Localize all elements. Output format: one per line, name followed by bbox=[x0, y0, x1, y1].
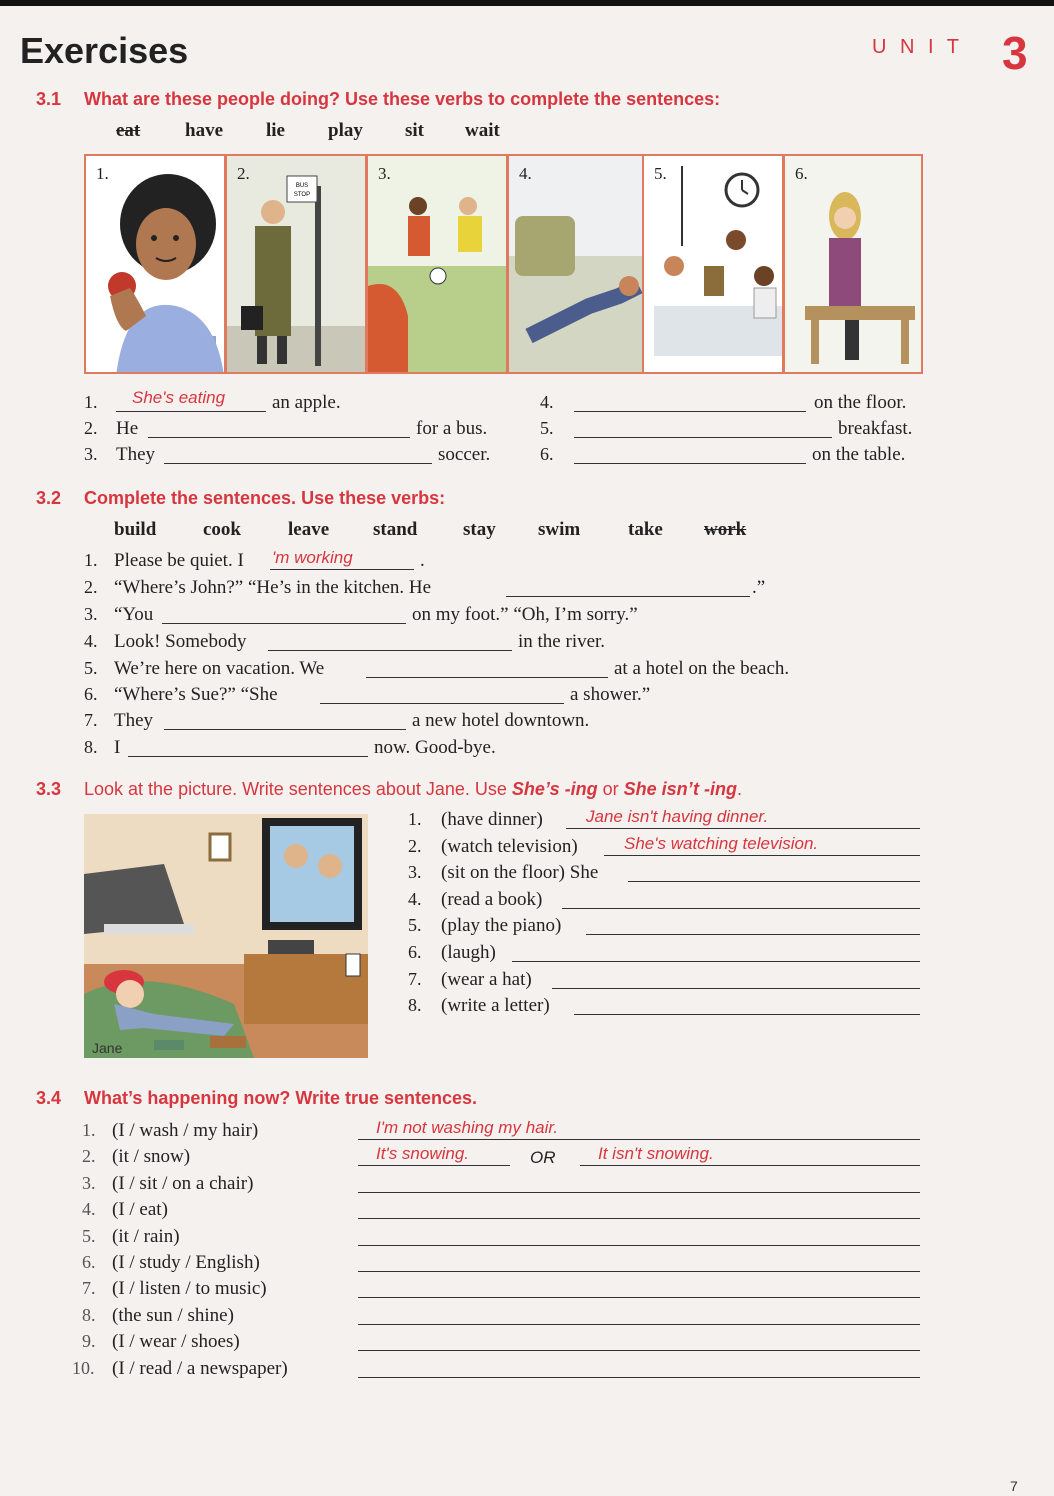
exercise-title: Look at the picture. Write sentences about Jane. Use She’s -ing or She isn’t -ing. bbox=[84, 779, 742, 799]
answer-line[interactable] bbox=[562, 908, 920, 909]
sentence-start: Look! Somebody bbox=[114, 631, 247, 652]
jane-room-illustration bbox=[84, 814, 368, 1058]
bus-stop-sign-text: BUS bbox=[295, 183, 309, 189]
verb-item: play bbox=[328, 120, 363, 141]
exercise-title: Complete the sentences. Use these verbs: bbox=[84, 488, 446, 508]
item-number: 8. bbox=[82, 1304, 96, 1325]
family-having-breakfast-illustration bbox=[644, 156, 784, 374]
prompt-text: (I / listen / to music) bbox=[112, 1278, 267, 1300]
verb-item: work bbox=[704, 519, 747, 540]
sentence-end: for a bus. bbox=[416, 418, 488, 439]
item-number: 3. bbox=[84, 604, 98, 624]
woman-eating-apple-illustration bbox=[86, 156, 226, 374]
item-number: 6. bbox=[408, 942, 422, 962]
sentence-start: Please be quiet. I bbox=[114, 550, 244, 571]
exercise-number: 3.2 bbox=[36, 488, 62, 508]
answer-line[interactable] bbox=[628, 881, 920, 882]
answer-line[interactable] bbox=[116, 411, 266, 412]
item-number: 2. bbox=[84, 418, 98, 438]
answer-line[interactable] bbox=[586, 934, 920, 935]
exercise-number: 3.3 bbox=[36, 779, 62, 799]
sentence-start: We’re here on vacation. We bbox=[114, 658, 325, 679]
prompt-text: (read a book) bbox=[441, 888, 543, 910]
sentence-start: “Where’s Sue?” “She bbox=[114, 684, 278, 705]
sentence-end: .” bbox=[752, 577, 766, 598]
handwritten-answer: 'm working bbox=[272, 548, 353, 567]
panel-number: 3. bbox=[378, 164, 391, 183]
sentence-start: They bbox=[114, 710, 154, 731]
item-number: 8. bbox=[408, 995, 422, 1016]
handwritten-answer: Jane isn't having dinner. bbox=[586, 807, 769, 826]
answer-line[interactable] bbox=[270, 569, 414, 570]
answer-line[interactable] bbox=[366, 677, 608, 678]
sentence-end: breakfast. bbox=[838, 418, 913, 439]
handwritten-answer: I'm not washing my hair. bbox=[376, 1118, 559, 1137]
answer-line[interactable] bbox=[358, 1350, 920, 1351]
item-number: 2. bbox=[82, 1146, 96, 1167]
item-number: 3. bbox=[84, 444, 98, 464]
or-label: OR bbox=[530, 1148, 556, 1168]
picture-panel bbox=[642, 154, 784, 374]
verb-item: stand bbox=[373, 519, 418, 540]
item-number: 5. bbox=[84, 658, 98, 678]
item-number: 7. bbox=[82, 1278, 96, 1299]
item-number: 8. bbox=[84, 737, 98, 757]
handwritten-answer: She's watching television. bbox=[624, 833, 819, 853]
answer-line[interactable] bbox=[162, 623, 406, 624]
panel-number: 6. bbox=[795, 164, 808, 183]
man-waiting-bus-illustration bbox=[227, 156, 367, 374]
answer-line[interactable] bbox=[358, 1218, 920, 1219]
sentence-end: on the table. bbox=[812, 444, 906, 465]
exercise-title: What’s happening now? Write true sentences. bbox=[84, 1088, 478, 1108]
answer-line[interactable] bbox=[604, 855, 920, 856]
prompt-text: (sit on the floor) She bbox=[441, 862, 599, 884]
prompt-text: (I / read / a newspaper) bbox=[112, 1357, 288, 1379]
panel-number: 2. bbox=[237, 164, 250, 183]
sentence-end: at a hotel on the beach. bbox=[614, 658, 790, 679]
answer-line[interactable] bbox=[512, 961, 920, 962]
item-number: 4. bbox=[540, 392, 554, 412]
boys-playing-soccer-illustration bbox=[368, 156, 508, 374]
answer-line[interactable] bbox=[148, 437, 410, 438]
answer-line[interactable] bbox=[566, 828, 920, 829]
item-number: 1. bbox=[84, 392, 98, 412]
prompt-text: (have dinner) bbox=[441, 809, 543, 830]
jane-label: Jane bbox=[92, 1040, 123, 1056]
item-number: 4. bbox=[84, 631, 98, 651]
sentence-end: soccer. bbox=[438, 444, 491, 465]
verb-item: eat bbox=[116, 120, 141, 141]
answer-line[interactable] bbox=[580, 1165, 920, 1166]
sentence-start: I bbox=[114, 737, 121, 758]
item-number: 5. bbox=[82, 1225, 96, 1246]
verb-item: lie bbox=[266, 120, 285, 141]
unit-number: 3 bbox=[1002, 27, 1028, 79]
exercise-number: 3.1 bbox=[36, 89, 62, 109]
prompt-text: (I / wash / my hair) bbox=[112, 1120, 259, 1141]
verb-item: build bbox=[114, 519, 157, 540]
item-number: 7. bbox=[408, 968, 422, 989]
verb-item: stay bbox=[463, 519, 496, 540]
answer-line[interactable] bbox=[358, 1139, 920, 1140]
page-title: Exercises bbox=[20, 30, 189, 71]
answer-line[interactable] bbox=[574, 463, 806, 464]
verb-item: swim bbox=[538, 519, 581, 540]
answer-line[interactable] bbox=[358, 1324, 920, 1325]
unit-label: U N I T bbox=[872, 36, 963, 58]
answer-line[interactable] bbox=[320, 703, 564, 704]
item-number: 6. bbox=[82, 1252, 96, 1272]
sentence-end: an apple. bbox=[272, 392, 341, 413]
prompt-text: (write a letter) bbox=[441, 995, 550, 1017]
verb-item: leave bbox=[288, 519, 330, 540]
prompt-text: (I / eat) bbox=[112, 1199, 168, 1221]
sentence-end: a shower.” bbox=[570, 684, 651, 705]
verb-item: take bbox=[628, 519, 663, 540]
answer-line[interactable] bbox=[358, 1297, 920, 1298]
sentence-end: in the river. bbox=[518, 631, 606, 652]
prompt-text: (the sun / shine) bbox=[112, 1304, 234, 1326]
panel-number: 1. bbox=[96, 164, 109, 183]
prompt-text: (it / rain) bbox=[112, 1225, 180, 1247]
answer-line[interactable] bbox=[358, 1165, 510, 1166]
picture-panel bbox=[783, 154, 923, 374]
prompt-text: (laugh) bbox=[441, 942, 496, 963]
picture-panel bbox=[507, 154, 649, 374]
item-number: 3. bbox=[82, 1172, 96, 1193]
exercise-title: What are these people doing? Use these verbs to complete the sentences: bbox=[84, 89, 721, 109]
item-number: 5. bbox=[540, 418, 554, 438]
page-number: 7 bbox=[1010, 1478, 1018, 1494]
picture-panel bbox=[225, 154, 367, 374]
verb-item: sit bbox=[405, 120, 424, 141]
prompt-text: (I / wear / shoes) bbox=[112, 1331, 240, 1353]
item-number: 2. bbox=[408, 835, 422, 856]
item-number: 5. bbox=[408, 915, 422, 936]
panel-number: 4. bbox=[519, 164, 532, 183]
picture-panel bbox=[366, 154, 508, 374]
top-edge bbox=[0, 0, 1054, 6]
answer-line[interactable] bbox=[128, 756, 368, 757]
answer-line[interactable] bbox=[574, 437, 832, 438]
sentence-end: a new hotel downtown. bbox=[412, 710, 590, 731]
answer-line[interactable] bbox=[164, 463, 432, 464]
answer-line[interactable] bbox=[552, 988, 920, 989]
prompt-text: (it / snow) bbox=[112, 1146, 191, 1168]
handwritten-answer: It's snowing. bbox=[376, 1144, 470, 1164]
item-number: 6. bbox=[84, 684, 98, 704]
sentence-start: He bbox=[116, 418, 139, 439]
sentence-end: on the floor. bbox=[814, 392, 907, 413]
item-number: 4. bbox=[408, 888, 422, 909]
answer-line[interactable] bbox=[358, 1245, 920, 1246]
item-number: 4. bbox=[82, 1199, 96, 1220]
answer-line[interactable] bbox=[574, 411, 806, 412]
verb-item: cook bbox=[203, 519, 241, 540]
sentence-end: on my foot.” “Oh, I’m sorry.” bbox=[412, 604, 638, 625]
item-number: 1. bbox=[82, 1120, 96, 1140]
svg-text:STOP: STOP bbox=[293, 192, 311, 198]
item-number: 7. bbox=[84, 710, 98, 730]
sentence-end: . bbox=[420, 550, 425, 571]
exercise-number: 3.4 bbox=[36, 1088, 62, 1108]
man-lying-on-floor-illustration bbox=[509, 156, 649, 374]
handwritten-answer: It isn't snowing. bbox=[598, 1144, 714, 1164]
item-number: 10. bbox=[72, 1357, 95, 1378]
prompt-text: (I / sit / on a chair) bbox=[112, 1172, 254, 1194]
prompt-text: (I / study / English) bbox=[112, 1252, 260, 1273]
prompt-text: (wear a hat) bbox=[441, 968, 532, 990]
item-number: 3. bbox=[408, 862, 422, 883]
answer-line[interactable] bbox=[574, 1014, 920, 1015]
sentence-start: “Where’s John?” “He’s in the kitchen. He bbox=[114, 577, 432, 598]
answer-line[interactable] bbox=[164, 729, 406, 730]
answer-line[interactable] bbox=[358, 1271, 920, 1272]
item-number: 1. bbox=[408, 809, 422, 829]
verb-item: have bbox=[185, 120, 223, 141]
handwritten-answer: She's eating bbox=[132, 388, 226, 407]
sentence-end: now. Good-bye. bbox=[374, 737, 496, 758]
verb-item: wait bbox=[465, 120, 500, 141]
answer-line[interactable] bbox=[358, 1192, 920, 1193]
sentence-start: “You bbox=[114, 604, 154, 625]
panel-number: 5. bbox=[654, 164, 667, 183]
prompt-text: (watch television) bbox=[441, 835, 578, 857]
item-number: 6. bbox=[540, 444, 554, 464]
answer-line[interactable] bbox=[506, 596, 750, 597]
answer-line[interactable] bbox=[358, 1377, 920, 1378]
answer-line[interactable] bbox=[268, 650, 512, 651]
sentence-start: They bbox=[116, 444, 156, 465]
picture-panel bbox=[84, 154, 226, 374]
jane-room-picture bbox=[84, 814, 368, 1058]
prompt-text: (play the piano) bbox=[441, 915, 562, 937]
item-number: 2. bbox=[84, 577, 98, 597]
girl-sitting-on-table-illustration bbox=[785, 156, 923, 374]
item-number: 9. bbox=[82, 1331, 96, 1352]
item-number: 1. bbox=[84, 550, 98, 570]
